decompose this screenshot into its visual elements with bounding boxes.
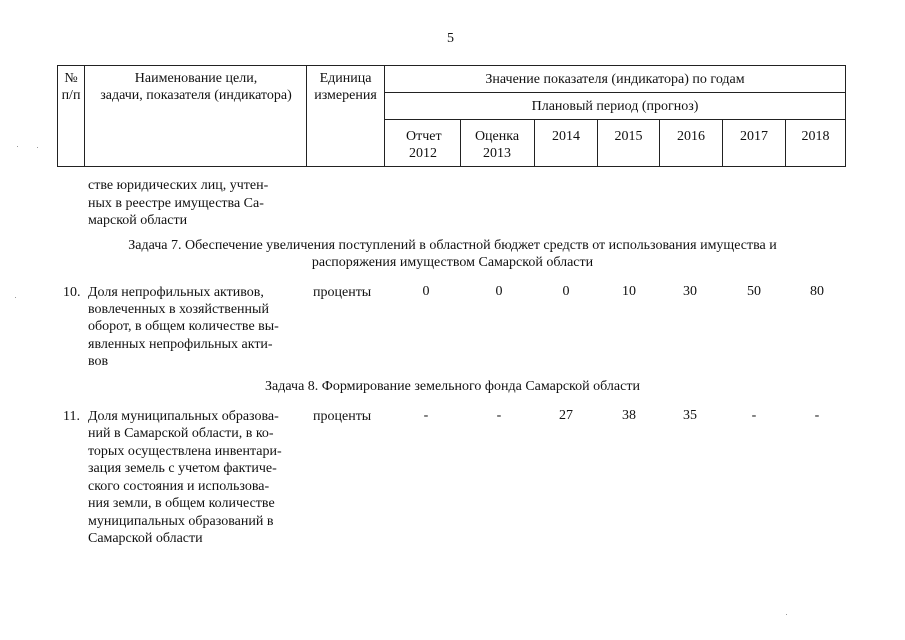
page-number: 5: [447, 31, 454, 46]
value-cell: 0: [562, 284, 570, 299]
header-name: Наименование цели, задачи, показателя (индикатора): [100, 71, 292, 103]
header-year-2012: Отчет 2012: [406, 129, 442, 161]
header-year-2014: 2014: [552, 129, 580, 144]
value-cell: 38: [622, 408, 636, 423]
row-name-line: ния земли, в общем количестве: [88, 496, 275, 511]
header-year-2018: 2018: [801, 129, 830, 144]
row-name-line: вов: [88, 354, 109, 369]
value-cell: -: [751, 408, 757, 423]
scan-speck: [786, 614, 787, 615]
row-name-line: муниципальных образований в: [88, 514, 274, 529]
scan-speck: [37, 147, 38, 148]
scan-speck: [15, 297, 16, 298]
value-cell: 35: [683, 408, 697, 423]
value-cell: 0: [495, 284, 503, 299]
row-name-line: ний в Самарской области, в ко-: [88, 426, 274, 441]
header-num: № п/п: [61, 71, 81, 103]
continuation-line: стве юридических лиц, учтен-: [88, 178, 269, 193]
continuation-line: марской области: [88, 213, 188, 228]
value-cell: 50: [747, 284, 761, 299]
row-number: 10.: [63, 285, 81, 300]
value-cell: 27: [559, 408, 573, 423]
value-cell: 10: [622, 284, 636, 299]
value-cell: 30: [683, 284, 697, 299]
row-name-line: Самарской области: [88, 531, 203, 546]
row-name-line: вовлеченных в хозяйственный: [88, 302, 269, 317]
continuation-line: ных в реестре имущества Са-: [88, 196, 264, 211]
scan-speck: [17, 146, 18, 147]
header-values: Значение показателя (индикатора) по годам: [485, 72, 745, 87]
row-name-line: оборот, в общем количестве вы-: [88, 319, 279, 334]
value-cell: -: [814, 408, 820, 423]
row-name-line: Доля муниципальных образова-: [88, 409, 279, 424]
value-cell: -: [423, 408, 429, 423]
task-7-heading: Задача 7. Обеспечение увеличения поступлений в областной бюджет средств от использования имущества и: [128, 238, 777, 253]
header-year-2016: 2016: [677, 129, 705, 144]
header-year-2015: 2015: [614, 129, 643, 144]
row-name-line: торых осуществлена инвентари-: [88, 444, 282, 459]
row-name-line: ского состояния и использова-: [88, 479, 270, 494]
task-7-heading-cont: распоряжения имуществом Самарской области: [311, 255, 594, 270]
header-year-2013: Оценка 2013: [474, 129, 520, 161]
row-name-line: Доля непрофильных активов,: [88, 285, 264, 300]
value-cell: 80: [810, 284, 824, 299]
header-mid-border: [384, 92, 846, 93]
header-divider-y1: [460, 119, 461, 167]
header-top-border: [57, 65, 846, 66]
row-unit: проценты: [313, 285, 372, 300]
row-number: 11.: [63, 409, 80, 424]
value-cell: 0: [422, 284, 430, 299]
header-unit: Единица измерения: [314, 71, 377, 103]
task-8-heading: Задача 8. Формирование земельного фонда Самарской области: [265, 379, 640, 394]
row-name-line: зация земель с учетом фактиче-: [88, 461, 277, 476]
header-bottom-border: [57, 166, 846, 167]
row-name-line: явленных непрофильных акти-: [88, 337, 273, 352]
value-cell: -: [496, 408, 502, 423]
row-unit: проценты: [313, 409, 372, 424]
table-header: [57, 65, 846, 167]
header-right-border: [845, 65, 846, 167]
header-planned: Плановый период (прогноз): [531, 99, 699, 114]
header-year-2017: 2017: [740, 129, 768, 144]
header-divider-num: [84, 65, 85, 167]
header-sub-border: [384, 119, 846, 120]
